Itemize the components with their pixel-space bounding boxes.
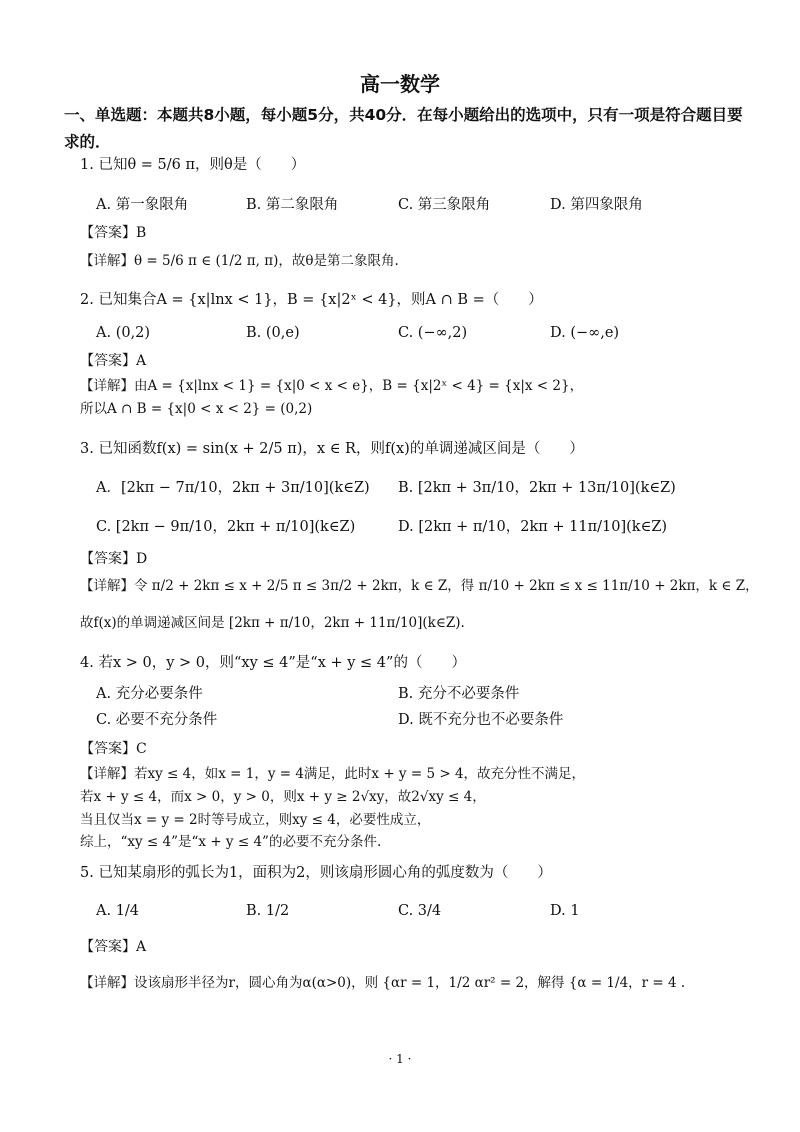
q4-answer: 【答案】C <box>80 741 147 757</box>
page-number: · 1 · <box>388 1052 412 1066</box>
question-4-stem: 4. 若x > 0，y > 0，则“xy ≤ 4”是“x + y ≤ 4”的（ ） <box>80 655 466 671</box>
q4-detail-line-2: 若x + y ≤ 4，而x > 0，y > 0，则x + y ≥ 2√xy，故2√xy ≤ 4， <box>80 789 486 805</box>
q4-option-b: B. 充分不必要条件 <box>398 686 520 702</box>
q5-detail: 【详解】设该扇形半径为r，圆心角为α(α>0)，则 {αr = 1，1/2 αr² = 2，解得 {α = 1/4，r = 4 . <box>80 975 686 991</box>
question-2-stem: 2. 已知集合A = {x|lnx < 1}，B = {x|2ˣ < 4}，则A ∩ B =（ ） <box>80 292 543 308</box>
q4-option-d: D. 既不充分也不必要条件 <box>398 712 564 728</box>
question-5-stem: 5. 已知某扇形的弧长为1，面积为2，则该扇形圆心角的弧度数为（ ） <box>80 865 552 881</box>
q2-option-a: A. (0,2) <box>96 325 151 341</box>
q1-answer: 【答案】B <box>80 225 147 241</box>
q3-detail-line-2: 故f(x)的单调递减区间是 [2kπ + π/10，2kπ + 11π/10](k∈Z). <box>80 615 465 631</box>
section-heading: 一、单选题：本题共8小题，每小题5分，共40分．在每小题给出的选项中，只有一项是符合题目要求的． <box>64 106 743 151</box>
q4-detail-line-3: 当且仅当x = y = 2时等号成立，则xy ≤ 4，必要性成立， <box>80 812 431 828</box>
q2-option-d: D. (−∞,e) <box>550 325 620 341</box>
q3-detail-line-1: 【详解】令 π/2 + 2kπ ≤ x + 2/5 π ≤ 3π/2 + 2kπ，k ∈ Z，得 π/10 + 2kπ ≤ x ≤ 11π/10 + 2kπ，k ∈ Z， <box>80 578 759 594</box>
q1-option-c: C. 第三象限角 <box>398 197 491 213</box>
q5-option-b: B. 1/2 <box>246 903 290 919</box>
q1-option-d: D. 第四象限角 <box>550 197 643 213</box>
q5-option-a: A. 1/4 <box>96 903 140 919</box>
q4-detail-line-1: 【详解】若xy ≤ 4，如x = 1，y = 4满足，此时x + y = 5 > 4，故充分性不满足， <box>80 766 586 782</box>
q5-option-c: C. 3/4 <box>398 903 442 919</box>
q4-detail-line-4: 综上，“xy ≤ 4”是“x + y ≤ 4”的必要不充分条件. <box>80 834 382 850</box>
q2-answer: 【答案】A <box>80 353 147 369</box>
q4-option-a: A. 充分必要条件 <box>96 686 203 702</box>
q2-option-c: C. (−∞,2) <box>398 325 468 341</box>
q2-option-b: B. (0,e) <box>246 325 300 341</box>
q1-option-a: A. 第一象限角 <box>96 197 189 213</box>
question-3-stem: 3. 已知函数f(x) = sin(x + 2/5 π)，x ∈ R，则f(x)的单调递减区间是（ ） <box>80 441 584 457</box>
question-1-stem: 1. 已知θ = 5/6 π，则θ是（ ） <box>80 157 306 173</box>
q3-option-a: A．[2kπ − 7π/10，2kπ + 3π/10](k∈Z) <box>96 480 370 496</box>
q3-option-b: B. [2kπ + 3π/10，2kπ + 13π/10](k∈Z) <box>398 480 676 496</box>
q1-option-b: B. 第二象限角 <box>246 197 339 213</box>
q2-detail-line-2: 所以A ∩ B = {x|0 < x < 2} = (0,2) <box>80 401 313 417</box>
q2-detail-line-1: 【详解】由A = {x|lnx < 1} = {x|0 < x < e}，B = {x|2ˣ < 4} = {x|x < 2}， <box>80 378 584 394</box>
q1-detail: 【详解】θ = 5/6 π ∈ (1/2 π, π)，故θ是第二象限角. <box>80 253 399 269</box>
q3-option-d: D. [2kπ + π/10，2kπ + 11π/10](k∈Z) <box>398 519 668 535</box>
q4-option-c: C. 必要不充分条件 <box>96 712 218 728</box>
q3-answer: 【答案】D <box>80 551 148 567</box>
q5-answer: 【答案】A <box>80 939 147 955</box>
q5-option-d: D. 1 <box>550 903 580 919</box>
page-title: 高一数学 <box>360 72 440 96</box>
q3-option-c: C. [2kπ − 9π/10，2kπ + π/10](k∈Z) <box>96 519 356 535</box>
